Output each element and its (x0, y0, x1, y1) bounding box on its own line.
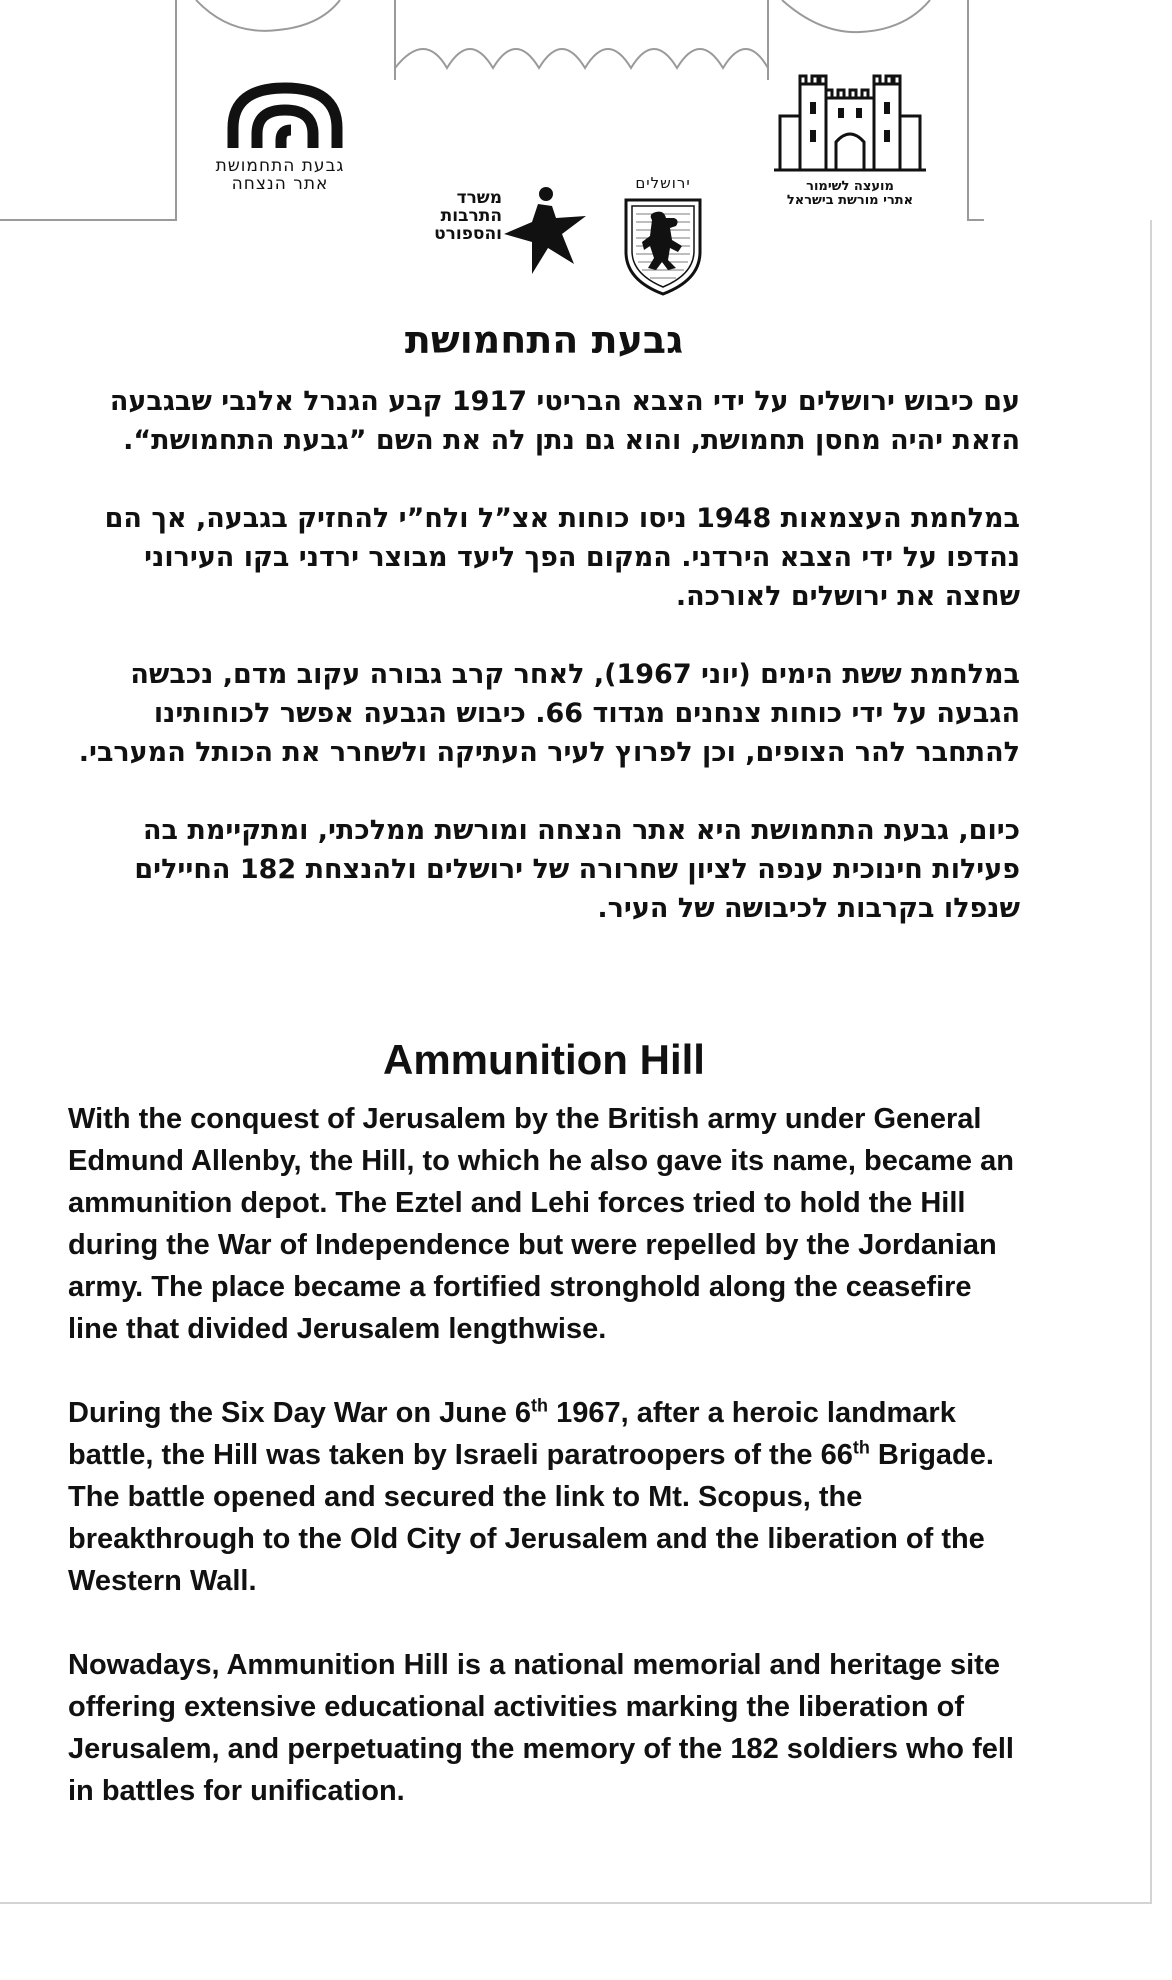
english-paragraph-2 (68, 1392, 1020, 1602)
english-p2-sup2: th (852, 1437, 870, 1458)
council-logo-line1: מועצה לשימור (806, 179, 894, 194)
heritage-council-logo (760, 68, 940, 207)
ministry-logo-line2: התרבות (440, 205, 502, 226)
hebrew-title: גבעת התחמושת (404, 318, 684, 362)
english-paragraph-3: Nowadays, Ammunition Hill is a national memorial and heritage site offering extensive educational activities marking the liberation of Jerusalem, and perpetuating the memory of the 182 soldiers who fell in battles for unification. (68, 1649, 1014, 1807)
english-p2-sup1: th (531, 1395, 549, 1416)
council-logo-line2: אתרי מורשת בישראל (786, 192, 914, 208)
hebrew-paragraph-1: עם כיבוש ירושלים על ידי הצבא הבריטי 1917 קבע הגנרל אלנבי שבגבעה הזאת יהיה מחסן תחמושת, והוא גם נתן לה את השם ”גבעת התחמושת“. (109, 386, 1020, 456)
jerusalem-emblem (618, 176, 708, 296)
dancing-star-icon (502, 186, 588, 278)
lion-shield-icon (618, 196, 708, 296)
ammunition-hill-logo (205, 78, 355, 194)
hebrew-body (68, 382, 1020, 967)
english-body (68, 1098, 1020, 1854)
english-p2-part3: Brigade. The battle opened and secured the link to Mt. Scopus, the breakthrough to the Old City of Jerusalem and the liberation of the Western Wall. (68, 1439, 994, 1597)
hebrew-paragraph-2: במלחמת העצמאות 1948 ניסו כוחות אצ”ל ולח”י להחזיק בגבעה, אך הם נהדפו על ידי הצבא הירדני. המקום הפך ליעד מבוצר ירדני בקו העירוני שחצה את ירושלים לאורכה. (104, 503, 1020, 612)
english-paragraph-1: With the conquest of Jerusalem by the British army under General Edmund Allenby, the Hill, to which he also gave its name, became an ammunition depot. The Eztel and Lehi forces tried to hold the Hill during the War of Independence but were repelled by the Jordanian army. The place became a fortified stronghold along the ceasefire line that divided Jerusalem lengthwise. (68, 1103, 1014, 1345)
ministry-logo-line1: משרד (456, 188, 502, 208)
ministry-logo-line3: והספורט (434, 223, 502, 244)
page-border-right (1150, 220, 1152, 1902)
fortress-gate-icon (760, 68, 940, 172)
ammo-logo-line1: גבעת התחמושת (215, 156, 345, 176)
heritage-council-logo-text (760, 180, 940, 207)
page-border-bottom (0, 1902, 1152, 1904)
ammo-logo-line2: אתר הנצחה (231, 173, 329, 194)
arches-icon (205, 78, 355, 150)
jerusalem-emblem-label: ירושלים (635, 174, 691, 192)
english-title: Ammunition Hill (383, 1036, 705, 1083)
hebrew-paragraph-3: במלחמת ששת הימים (יוני 1967), לאחר קרב גבורה עקוב מדם, נכבשה הגבעה על ידי כוחות צנחנים מגדוד 66. כיבוש הגבעה אפשר לכוחותינו להתחבר להר הצופים, וכן לפרוץ לעיר העתיקה ולשחרר את הכותל המערבי. (78, 659, 1020, 768)
english-p2-part2: 1967, after a heroic landmark battle, the Hill was taken by Israeli paratroopers of the 66 (68, 1397, 956, 1471)
hebrew-paragraph-4: כיום, גבעת התחמושת היא אתר הנצחה ומורשת ממלכתי, ומתקיימת בה פעילות חינוכית ענפה לציון שחרורה של ירושלים ולהנצחת 182 החיילים שנפלו בקרבות לכיבושה של העיר. (134, 815, 1020, 924)
ministry-culture-sport-logo (410, 186, 590, 286)
ammunition-hill-logo-text (205, 158, 355, 194)
english-p2-part1: During the Six Day War on June 6 (68, 1397, 532, 1429)
ministry-logo-text (410, 190, 502, 244)
